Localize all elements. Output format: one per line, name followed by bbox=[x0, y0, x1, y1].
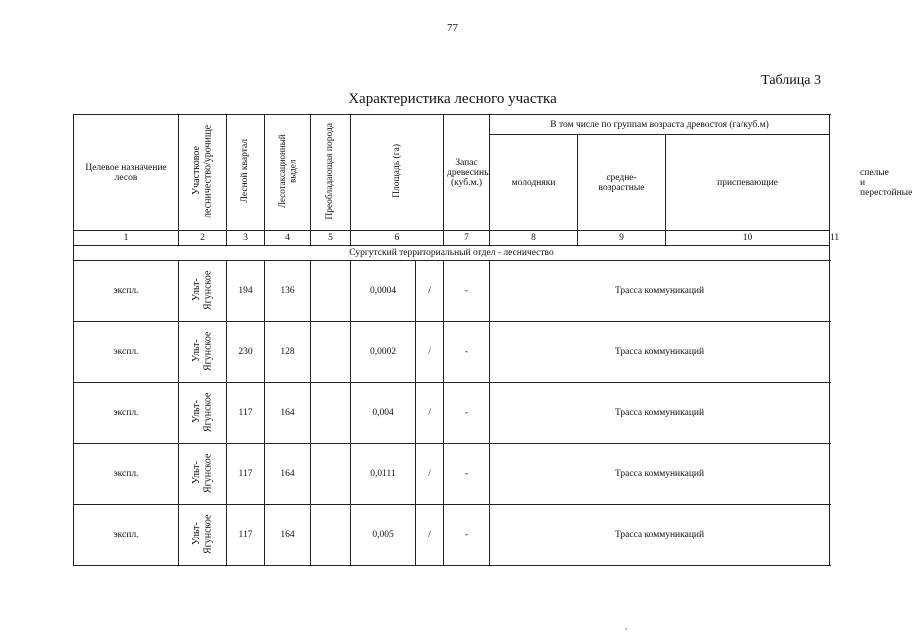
cell-area: 0,004 bbox=[351, 383, 416, 444]
header-allotment: Лесотаксационный выдел bbox=[265, 115, 311, 231]
header-area: Площадь (га) bbox=[351, 115, 444, 231]
cell-note: Трасса коммуникаций bbox=[490, 444, 830, 505]
cell-area: 0,0111 bbox=[351, 444, 416, 505]
cell-species bbox=[311, 505, 351, 566]
header-row-sub: молодняки средне-возрастные приспевающие спелые и перестойные bbox=[74, 135, 830, 231]
cell-purpose: экспл. bbox=[74, 261, 179, 322]
table-row bbox=[74, 505, 830, 566]
cell-allotment: 164 bbox=[265, 383, 311, 444]
cell-quarter: 117 bbox=[227, 444, 265, 505]
header-purpose: Целевое назначение лесов bbox=[74, 115, 179, 231]
cell-note: Трасса коммуникаций bbox=[490, 322, 830, 383]
col-num: 5 bbox=[311, 231, 351, 246]
cell-forestry: Ульт-Ягунское bbox=[179, 383, 227, 444]
cell-quarter: 194 bbox=[227, 261, 265, 322]
cell-quarter: 230 bbox=[227, 322, 265, 383]
header-forestry: Участковое лесничество/урочище bbox=[179, 115, 227, 231]
scan-speck bbox=[625, 628, 627, 630]
cell-species bbox=[311, 322, 351, 383]
cell-forestry: Ульт-Ягунское bbox=[179, 322, 227, 383]
cell-stock: - bbox=[444, 383, 490, 444]
cell-area-sep: / bbox=[416, 383, 444, 444]
col-num: 3 bbox=[227, 231, 265, 246]
table-row bbox=[74, 383, 830, 444]
cell-area-sep: / bbox=[416, 505, 444, 566]
cell-stock: - bbox=[444, 505, 490, 566]
cell-allotment: 164 bbox=[265, 505, 311, 566]
header-row-top bbox=[74, 115, 830, 135]
cell-forestry: Ульт-Ягунское bbox=[179, 444, 227, 505]
cell-stock: - bbox=[444, 261, 490, 322]
cell-species bbox=[311, 444, 351, 505]
cell-area-sep: / bbox=[416, 444, 444, 505]
table-row bbox=[74, 261, 830, 322]
cell-area-sep: / bbox=[416, 261, 444, 322]
cell-purpose: экспл. bbox=[74, 505, 179, 566]
table-row bbox=[74, 444, 830, 505]
header-stock: Запас древесины (куб.м.) bbox=[444, 115, 490, 231]
cell-species bbox=[311, 383, 351, 444]
table-title: Характеристика лесного участка bbox=[348, 91, 557, 107]
cell-purpose: экспл. bbox=[74, 444, 179, 505]
cell-allotment: 136 bbox=[265, 261, 311, 322]
cell-stock: - bbox=[444, 322, 490, 383]
cell-area: 0,005 bbox=[351, 505, 416, 566]
col-num: 7 bbox=[444, 231, 490, 246]
col-num: 2 bbox=[179, 231, 227, 246]
header-young: молодняки bbox=[490, 135, 578, 231]
col-num: 8 bbox=[490, 231, 578, 246]
col-num: 6 bbox=[351, 231, 444, 246]
table-row bbox=[74, 322, 830, 383]
header-species: Преобладающая порода bbox=[311, 115, 351, 231]
cell-purpose: экспл. bbox=[74, 383, 179, 444]
col-num: 1 bbox=[74, 231, 179, 246]
cell-quarter: 117 bbox=[227, 505, 265, 566]
col-num: 10 bbox=[666, 231, 830, 246]
cell-quarter: 117 bbox=[227, 383, 265, 444]
cell-note: Трасса коммуникаций bbox=[490, 261, 830, 322]
header-maturing: приспевающие bbox=[666, 135, 830, 231]
col-num: 4 bbox=[265, 231, 311, 246]
cell-allotment: 128 bbox=[265, 322, 311, 383]
section-title: Сургутский территориальный отдел - лесничество bbox=[74, 246, 830, 261]
header-age-groups: В том числе по группам возраста древостоя (га/куб.м) bbox=[490, 115, 830, 135]
column-number-row: 1 2 3 4 5 6 7 8 9 10 11 bbox=[74, 231, 830, 246]
cell-purpose: экспл. bbox=[74, 322, 179, 383]
header-quarter: Лесной квартал bbox=[227, 115, 265, 231]
header-middle: средне-возрастные bbox=[578, 135, 666, 231]
cell-species bbox=[311, 261, 351, 322]
cell-area: 0,0004 bbox=[351, 261, 416, 322]
page-number: 77 bbox=[447, 22, 458, 34]
col-num: 9 bbox=[578, 231, 666, 246]
table-label: Таблица 3 bbox=[761, 73, 821, 88]
cell-stock: - bbox=[444, 444, 490, 505]
cell-forestry: Ульт-Ягунское bbox=[179, 505, 227, 566]
section-row bbox=[74, 246, 830, 261]
cell-area-sep: / bbox=[416, 322, 444, 383]
cell-forestry: Ульт-Ягунское bbox=[179, 261, 227, 322]
cell-note: Трасса коммуникаций bbox=[490, 505, 830, 566]
cell-area: 0,0002 bbox=[351, 322, 416, 383]
cell-note: Трасса коммуникаций bbox=[490, 383, 830, 444]
forest-characteristics-table bbox=[73, 114, 912, 566]
cell-allotment: 164 bbox=[265, 444, 311, 505]
